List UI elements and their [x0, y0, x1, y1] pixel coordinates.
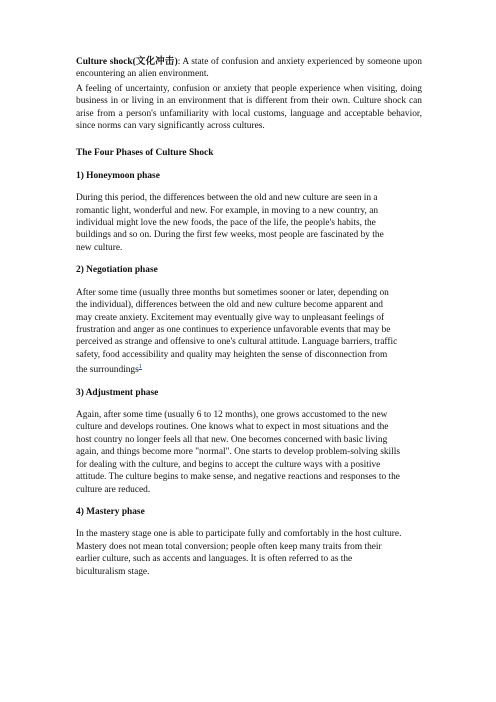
text-line: again, and things become more "normal". One starts to develop problem-solving skills — [76, 447, 400, 458]
phase-2-body — [76, 287, 422, 377]
text-line: attitude. The culture begins to make sense, and negative reactions and responses to the — [76, 472, 400, 483]
text-line: the individual), differences between the old and new culture become apparent and — [76, 300, 383, 311]
document-page — [76, 56, 422, 578]
text-line: safety, food accessibility and quality may heighten the sense of disconnection from — [76, 349, 388, 360]
phase-1-heading: 1) Honeymoon phase — [76, 170, 160, 181]
definition-intro — [76, 56, 422, 81]
text-line: perceived as strange and offensive to one's cultural attitude. Language barriers, traffic — [76, 337, 398, 348]
text-line: host country no longer feels all that new. One becomes concerned with basic living — [76, 434, 388, 445]
text-line: biculturalism stage. — [76, 566, 150, 577]
phase-3-heading: 3) Adjustment phase — [76, 387, 159, 398]
phase-1-body — [76, 192, 422, 254]
definition-term: Culture shock(文化冲击) — [76, 57, 178, 67]
text-line: may create anxiety. Excitement may eventually give way to unpleasant feelings of — [76, 312, 385, 323]
phase-4-heading: 4) Mastery phase — [76, 506, 145, 517]
phase-4-body — [76, 528, 422, 578]
text-line: Mastery does not mean total conversion; people often keep many traits from their — [76, 541, 382, 552]
text-line: After some time (usually three months but sometimes sooner or later, depending on — [76, 287, 389, 298]
text-line: the surroundings — [76, 365, 139, 376]
text-line: earlier culture, such as accents and languages. It is often referred to as the — [76, 554, 353, 565]
phase-2-heading: 2) Negotiation phase — [76, 265, 158, 276]
definition-lead: : A state of confusion and anxiety experienced by someone upon encountering an alien environment. — [76, 57, 422, 80]
text-line: culture and develops routines. One knows what to expect in most situations and the — [76, 422, 389, 433]
text-line: During this period, the differences between the old and new culture are seen in a — [76, 193, 378, 204]
text-line: romantic light, wonderful and new. For example, in moving to a new country, an — [76, 205, 379, 216]
text-line: for dealing with the culture, and begins to accept the culture ways with a positive — [76, 459, 381, 470]
document-title: The Four Phases of Culture Shock — [76, 148, 214, 159]
text-line: Again, after some time (usually 6 to 12 months), one grows accustomed to the new — [76, 410, 388, 421]
footnote-link[interactable]: 1 — [138, 363, 143, 371]
text-line: culture are reduced. — [76, 484, 151, 495]
phase-3-body — [76, 409, 422, 496]
definition-paragraph: A feeling of uncertainty, confusion or anxiety that people experience when visiting, doing business in or living in an environment that is different from their own. Culture shock can arise from a person's unfamiliarity with local customs, language and acceptable behavior, since norms can vary significantly across cultures. — [76, 83, 422, 132]
text-line: In the mastery stage one is able to participate fully and comfortably in the host culture. — [76, 529, 402, 540]
text-line: new culture. — [76, 242, 123, 253]
text-line: frustration and anger as one continues to experience unfavorable events that may be — [76, 324, 391, 335]
text-line: individual might love the new foods, the pace of the life, the people's habits, the — [76, 218, 376, 229]
text-line: buildings and so on. During the first few weeks, most people are fascinated by the — [76, 230, 384, 241]
text-line-with-footnote — [76, 361, 422, 377]
